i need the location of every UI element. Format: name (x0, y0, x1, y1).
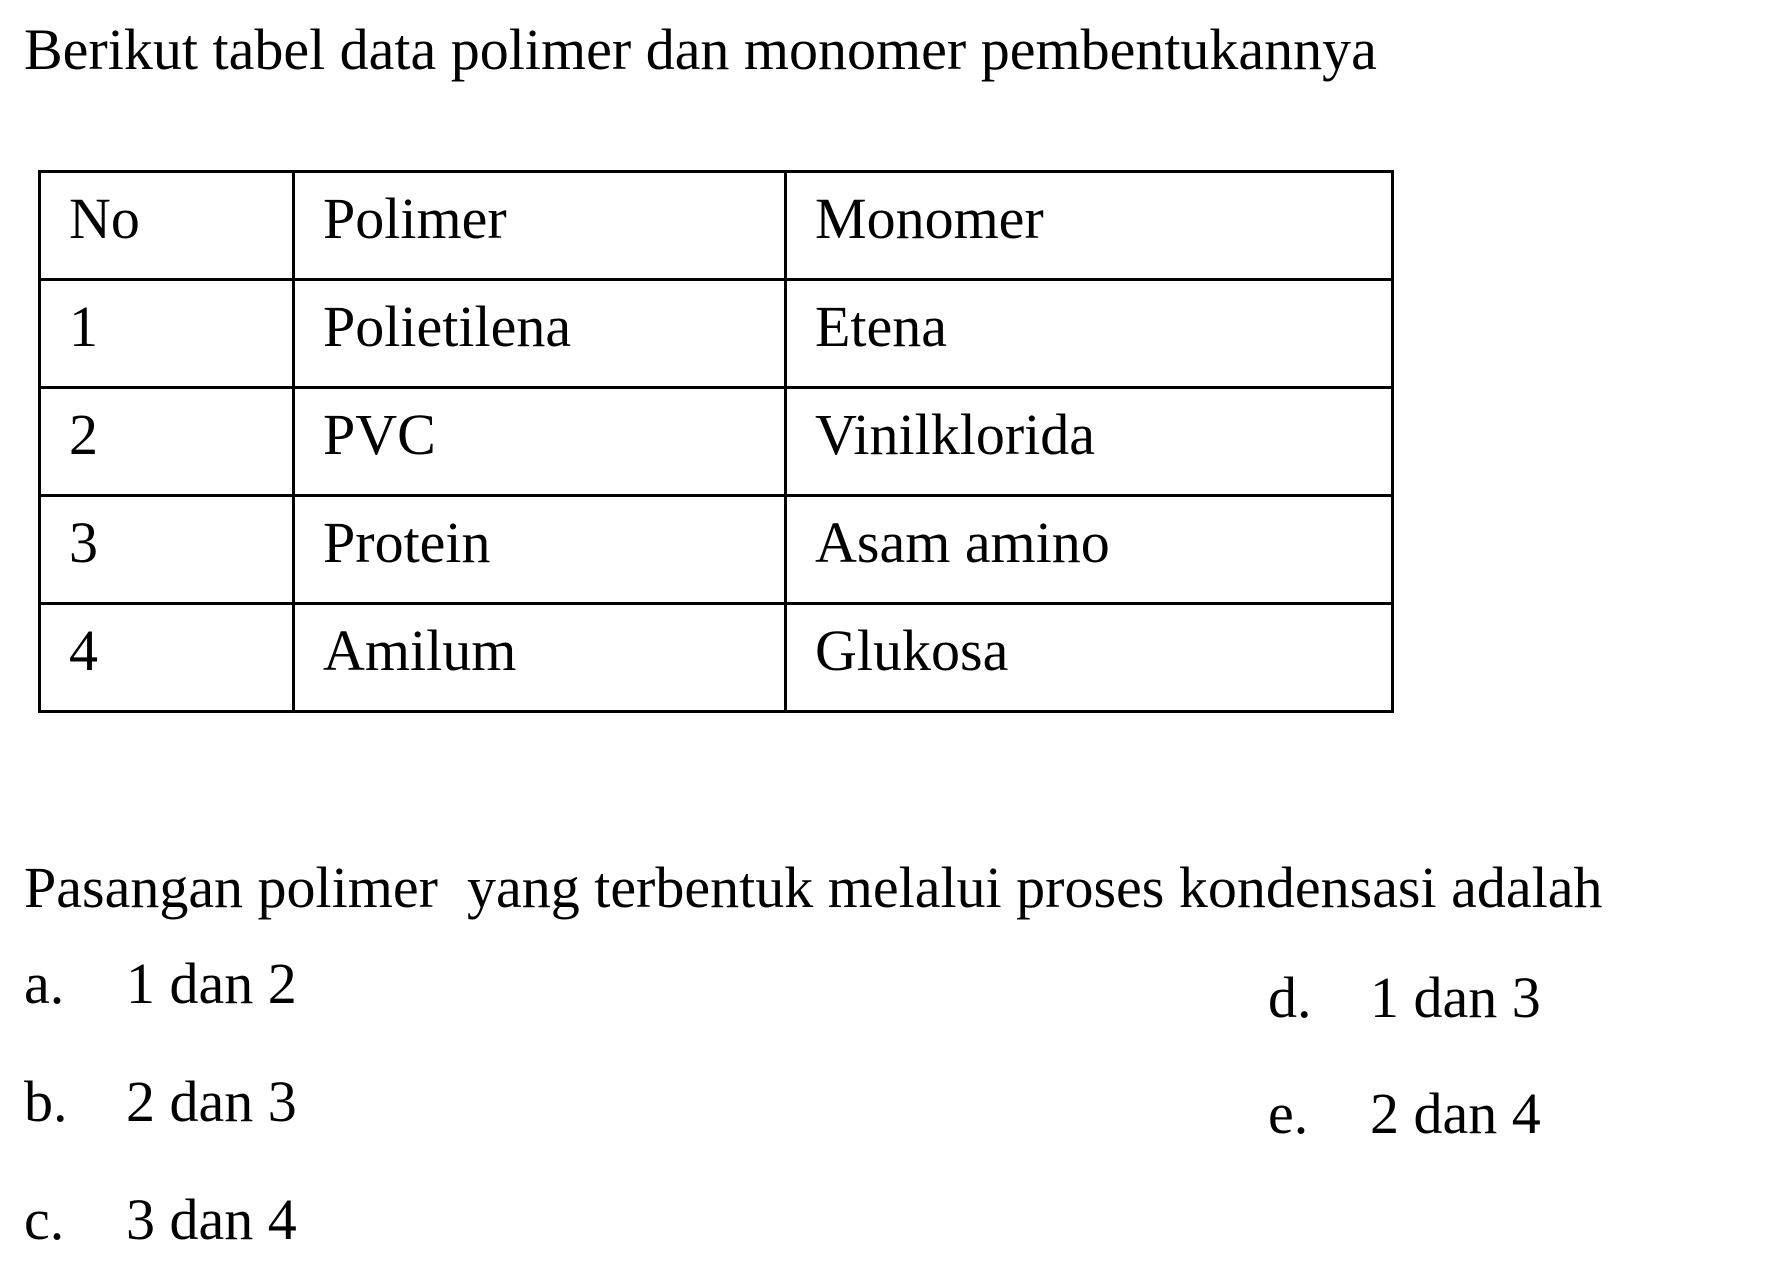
cell-polimer: Amilum (294, 604, 786, 712)
cell-monomer: Vinilklorida (786, 388, 1393, 496)
option-a-text: 1 dan 2 (126, 951, 297, 1016)
option-d-text: 1 dan 3 (1370, 965, 1541, 1030)
option-a[interactable] (24, 948, 297, 1020)
table-row (40, 280, 1393, 388)
option-c-text: 3 dan 4 (126, 1187, 297, 1252)
cell-polimer: Polietilena (294, 280, 786, 388)
option-b-label: b. (24, 1069, 68, 1134)
intro-text: Berikut tabel data polimer dan monomer pembentukannya (24, 17, 1377, 82)
cell-no: 2 (40, 388, 294, 496)
table-row (40, 388, 1393, 496)
cell-polimer: Protein (294, 496, 786, 604)
option-c-label: c. (24, 1187, 65, 1252)
header-no: No (40, 172, 294, 280)
option-e-label: e. (1268, 1081, 1309, 1146)
option-b[interactable] (24, 1066, 297, 1138)
cell-no: 1 (40, 280, 294, 388)
cell-monomer: Etena (786, 280, 1393, 388)
option-a-label: a. (24, 951, 65, 1016)
table-row (40, 496, 1393, 604)
header-monomer: Monomer (786, 172, 1393, 280)
option-e[interactable] (1268, 1078, 1541, 1150)
option-b-text: 2 dan 3 (126, 1069, 297, 1134)
cell-monomer: Asam amino (786, 496, 1393, 604)
question-text: Pasangan polimer yang terbentuk melalui proses kondensasi adalah (24, 855, 1603, 920)
table-header-row (40, 172, 1393, 280)
option-d-label: d. (1268, 965, 1312, 1030)
cell-no: 3 (40, 496, 294, 604)
polymer-table (38, 170, 1394, 713)
cell-monomer: Glukosa (786, 604, 1393, 712)
cell-polimer: PVC (294, 388, 786, 496)
cell-no: 4 (40, 604, 294, 712)
option-c[interactable] (24, 1184, 297, 1256)
table-row (40, 604, 1393, 712)
option-d[interactable] (1268, 962, 1541, 1034)
option-e-text: 2 dan 4 (1370, 1081, 1541, 1146)
header-polimer: Polimer (294, 172, 786, 280)
